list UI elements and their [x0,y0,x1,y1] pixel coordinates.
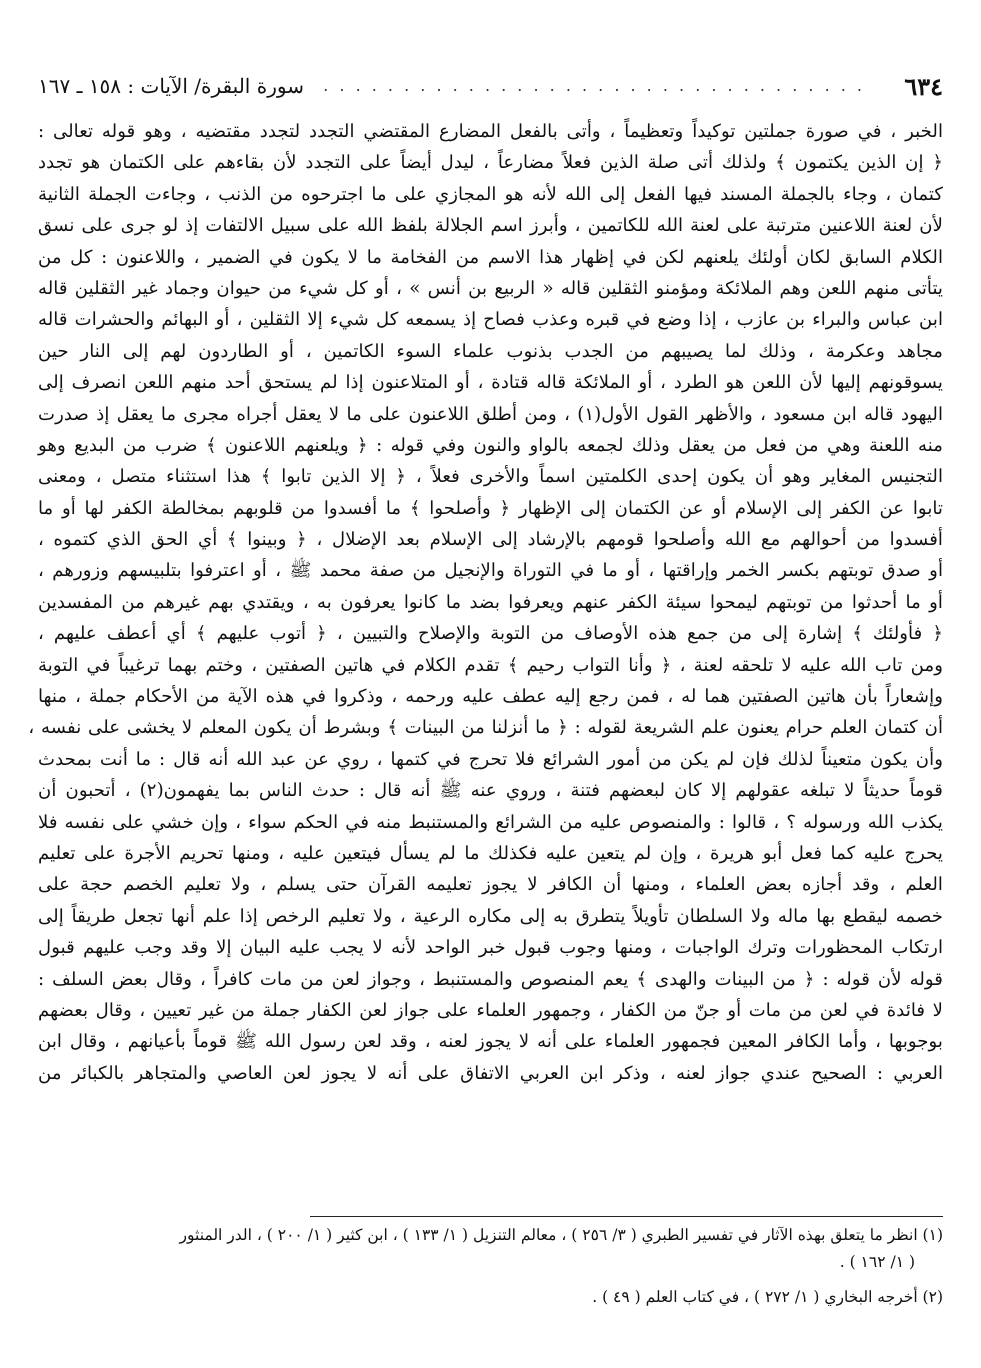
text-line: ارتكاب المحظورات وترك الواجبات ، ومنها وجوب قبول خبر الواحد لأنه لا يجب عليه البيان إلا وقد وجب عليهم قبول [38,937,943,959]
text-line: ابن عباس والبراء بن عازب ، إذا وضع في قبره وعذب فصاح إذ يسمعه كل شيء إلا الثقلين ، أو البهائم والحشرات قاله [38,309,943,331]
main-text [28,116,943,1214]
header-leader-dots: . . . . . . . . . . . . . . . . . . . . . . . . . . . . . . . . . . [323,76,865,95]
footnotes [38,1222,943,1311]
text-line: اليهود قاله ابن مسعود ، والأظهر القول الأول(١) ، ومن أطلق اللاعنون على ما لا يعقل أجراه مجرى ما يعقل إذ صدرت [38,403,943,425]
text-line: يكذب الله ورسوله ؟ ، قالوا : والمنصوص عليه من الشرائع والمستنبط منه في الحكم سواء ، وإن خشي على نفسه فلا [38,811,943,833]
text-line: قوماً حديثاً لا تبلغه عقولهم إلا كان لبعضهم فتنة ، وروي عنه ﷺ أنه قال : حدث الناس بما يفهمون(٢) ، أتحبون أن [38,780,943,802]
text-line: الخبر ، في صورة جملتين توكيداً وتعظيماً ، وأتى بالفعل المضارع المقتضي التجدد لتجدد مقتضيه ، وهو قوله تعالى : [38,121,943,142]
text-line: وإشعاراً بأن هاتين الصفتين هما له ، فمن رجع إليه عطف عليه ورحمه ، وذكروا في هذه الآية من الأحكام جملة ، منها [38,686,943,708]
text-line: الكلام السابق لكان أولئك يلعنهم لكن في إظهار هذا الاسم من الفخامة ما لا يكون في الضمير ، واللاعنون : كل من [38,246,943,268]
footnote-separator [310,1216,943,1217]
text-line: ﴿ إن الذين يكتمون ﴾ ولذلك أتى صلة الذين فعلاً مضارعاً ، ليدل أيضاً على التجدد لأن بقاءهم على الكتمان هو تجدد [38,152,943,174]
text-line: تابوا عن الكفر إلى الإسلام أو عن الكتمان إلى الإظهار ﴿ وأصلحوا ﴾ ما أفسدوا من قلوبهم بمخالطة الكفر لها أو ما [38,497,943,519]
text-line: أفسدوا من أحوالهم مع الله وأصلحوا قومهم بالإرشاد إلى الإسلام بعد الإضلال ، ﴿ وبينوا ﴾ أي الحق الذي كتموه ، [38,529,943,551]
text-line: كتمان ، وجاء بالجملة المسند فيها الفعل إلى الله لأنه هو المجازي على ما اجترحوه من الذنب ، وجاءت الجملة الثانية [38,183,943,205]
header-title: سورة البقرة/ الآيات : ١٥٨ ـ ١٦٧ [38,74,304,98]
text-line: العربي : الصحيح عندي جواز لعنه ، وذكر ابن العربي الاتفاق على أنه لا يجوز لعن العاصي والمتجاهر بالكبائر من [38,1062,943,1084]
footnote-1-continuation: ( ١/ ١٦٢ ) . [839,1253,915,1271]
page-number: ٦٣٤ [904,72,943,101]
footnote-1: (١) انظر ما يتعلق بهذه الآثار في تفسير الطبري ( ٣/ ٢٥٦ ) ، معالم التنزيل ( ١/ ١٣٣ ) ، ابن كثير ( ١/ ٢٠٠ ) ، الدر المنثور [179,1226,943,1244]
text-line: أو ما أحدثوا من توبتهم ليمحوا سيئة الكفر عنهم ويعرفوا بضد ما كانوا يعرفون به ، ويقتدي بهم غيرهم من المفسدين [38,591,943,613]
text-line: بوجوبها ، وأما الكافر المعين فجمهور العلماء على أنه لا يجوز لعنه ، وقد لعن رسول الله ﷺ قوماً بأعيانهم ، وقال ابن [38,1031,943,1053]
text-line: العلم ، وقد أجازه بعض العلماء ، ومنها أن الكافر لا يجوز تعليمه القرآن حتى يسلم ، ولا تعليم الخصم حجة على [38,874,943,896]
text-line: التجنيس المغاير وهو أن يكون إحدى الكلمتين اسماً والأخرى فعلاً ، ﴿ إلا الذين تابوا ﴾ هذا استثناء متصل ، ومعنى [38,466,943,488]
footnote-2: (٢) أخرجه البخاري ( ١/ ٢٧٢ ) ، في كتاب العلم ( ٤٩ ) . [592,1288,943,1306]
text-line: يتأتى منهم اللعن وهم الملائكة ومؤمنو الثقلين قاله « الربيع بن أنس » ، أو كل شيء من حيوان وجماد غير الثقلين قاله [38,277,943,299]
text-line: لأن لعنة اللاعنين مترتبة على لعنة الله للكاتمين ، وأبرز اسم الجلالة بلفظ الله على سبيل الالتفات إذ لو جرى على نسق [38,215,943,237]
text-line: قوله لأن قوله : ﴿ من البينات والهدى ﴾ يعم المنصوص والمستنبط ، وجواز لعن من مات كافراً ، وقال بعض السلف : [38,968,943,990]
text-line: ﴿ فأولئك ﴾ إشارة إلى من جمع هذه الأوصاف من التوبة والإصلاح والتبيين ، ﴿ أتوب عليهم ﴾ أي أعطف عليهم ، [38,623,943,645]
text-line: ومن تاب الله عليه لا تلحقه لعنة ، ﴿ وأنا التواب رحيم ﴾ تقدم الكلام في هاتين الصفتين ، وختم بهما ترغيباً في التوبة [38,654,943,676]
text-line: أن كتمان العلم حرام يعنون علم الشريعة لقوله : ﴿ ما أنزلنا من البينات ﴾ وبشرط أن يكون المعلم لا يخشى على نفسه ، [28,717,943,739]
text-line: وأن يكون متعيناً لذلك فإن لم يكن من أمور الشرائع فلا تحرج في كتمها ، روي عن عبد الله أنه قال : ما أنت بمحدث [38,748,943,770]
text-line: منه اللعنة وهي من فعل من يعقل وذلك لجمعه بالواو والنون وفي قوله : ﴿ ويلعنهم اللاعنون ﴾ ضرب من البديع وهو [38,434,943,456]
running-header [38,68,943,108]
text-line: يحرج عليه كما فعل أبو هريرة ، وإن لم يتعين عليه فكذلك ما لم يسأل فيتعين عليه ، ومنها تحريم الأجرة على تعليم [38,842,943,864]
text-line: مجاهد وعكرمة ، وذلك لما يصيبهم من الجدب بذنوب علماء السوء الكاتمين ، أو الطاردون لهم إلى النار حين [38,340,943,362]
text-line: يسوقونهم إليها لأن اللعن هو الطرد ، أو الملائكة قاله قتادة ، أو المتلاعنون إذا لم يستحق أحد منهم اللعن انصرف إلى [38,372,943,394]
text-line: لا فائدة في لعن من مات أو جنّ من الكفار ، وجمهور العلماء على جواز لعن الكفار جملة من غير تعيين ، وقال بعضهم [38,999,943,1021]
text-line: أو صدق توبتهم بكسر الخمر وإراقتها ، أو ما في التوراة والإنجيل من صفة محمد ﷺ ، أو اعترفوا بتلبيسهم وزورهم ، [38,560,943,582]
text-line: خصمه ليقطع بها ماله ولا السلطان تأويلاً يتطرق به إلى مكاره الرعية ، ولا تعليم الرخص إذا علم أنها تجعل طريقاً إلى [38,905,943,927]
